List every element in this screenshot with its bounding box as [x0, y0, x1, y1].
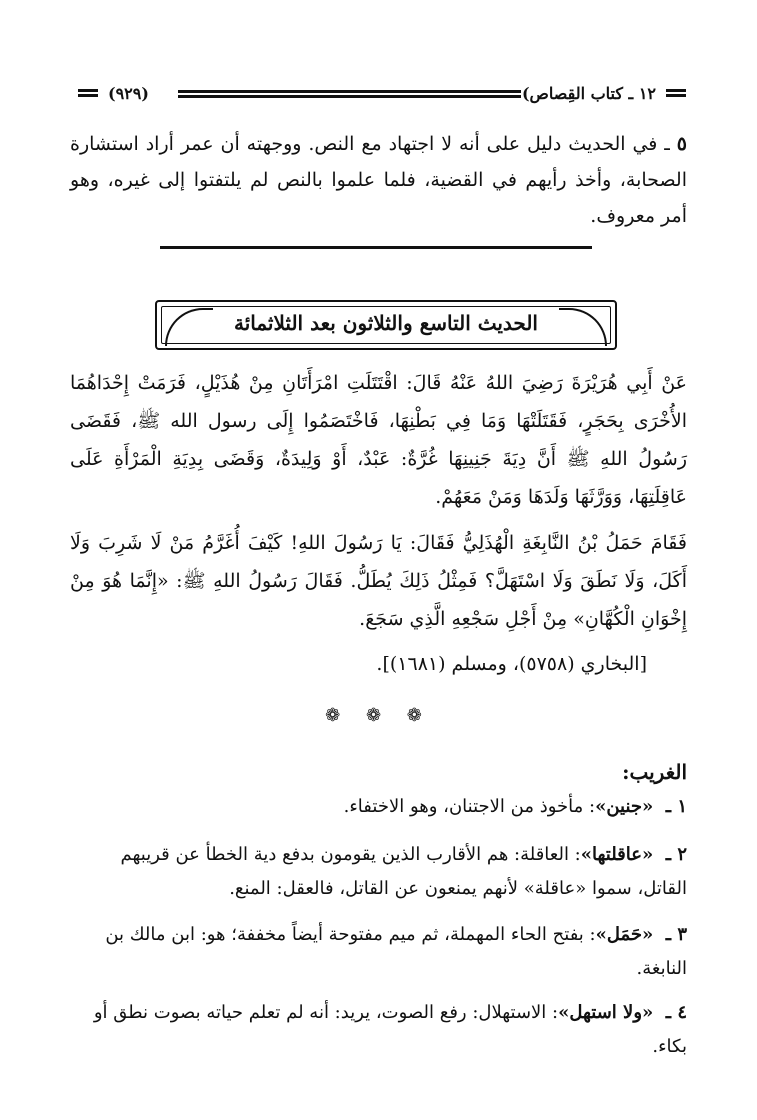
gharib-item-text: : مأخوذ من الاجتنان، وهو الاختفاء. — [343, 796, 596, 817]
gharib-item — [70, 838, 687, 906]
hadith-title: الحديث التاسع والثلاثون بعد الثلاثمائة — [233, 311, 538, 335]
header-ornament-left — [78, 89, 98, 101]
header-ornament-right — [666, 89, 686, 101]
hadith-paragraph-2: فَقَامَ حَمَلُ بْنُ النَّابِغَةِ الْهُذَلِيُّ فَقَالَ: يَا رَسُولَ اللهِ! كَيْفَ أُغَرَّمُ مَنْ لَا شَرِبَ وَلَا أَكَلَ، وَلَا نَطَقَ وَلَا اسْتَهَلَّ؟ فَمِثْلُ ذَلِكَ يُطَلُّ. فَقَالَ رَسُولُ اللهِ ﷺ: «إِنَّمَا هُوَ مِنْ إِخْوَانِ الْكُهَّانِ» مِنْ أَجْلِ سَجْعِهِ الَّذِي سَجَعَ. — [70, 532, 687, 630]
gharib-item-term: «عاقلتها» — [580, 844, 654, 865]
gharib-item-number: ٣ ـ — [665, 924, 687, 945]
hadith-source: [البخاري (٥٧٥٨)، ومسلم (١٦٨١)]. — [376, 653, 647, 675]
gharib-item-number: ١ ـ — [665, 796, 687, 817]
intro-note: ٥ ـ في الحديث دليل على أنه لا اجتهاد مع النص. ووجهته أن عمر أراد استشارة الصحابة، وأخذ رأيهم في القضية، فلما علموا بالنص لم يلتفتوا إلى غيره، وهو أمر معروف. — [70, 133, 688, 227]
gharib-item-text: : بفتح الحاء المهملة، ثم ميم مفتوحة أيضاً مخففة؛ هو: ابن مالك بن النابغة. — [105, 924, 687, 979]
page-number: (٩٢٩) — [108, 84, 149, 103]
gharib-title: الغريب: — [622, 760, 687, 784]
gharib-item — [70, 790, 687, 824]
chapter-title: ١٢ ـ كتاب القِصاص) — [521, 84, 656, 103]
section-divider — [160, 246, 592, 249]
hadith-paragraph-1: عَنْ أَبِي هُرَيْرَةَ رَضِيَ اللهُ عَنْهُ قَالَ: اقْتَتَلَتِ امْرَأَتَانِ مِنْ هُذَيْلٍ، فَرَمَتْ إِحْدَاهُمَا الأُخْرَى بِحَجَرٍ، فَقَتَلَتْهَا وَمَا فِي بَطْنِهَا، فَاخْتَصَمُوا إِلَى رسول الله ﷺ، فَقَضَى رَسُولُ اللهِ ﷺ أَنَّ دِيَةَ جَنِينِهَا غُرَّةٌ: عَبْدٌ، أَوْ وَلِيدَةٌ، وَقَضَى بِدِيَةِ الْمَرْأَةِ عَلَى عَاقِلَتِهَا، وَوَرَّثَهَا وَلَدَهَا وَمَنْ مَعَهُمْ. — [70, 372, 687, 508]
gharib-item-number: ٢ ـ — [665, 844, 687, 865]
intro-note-text: في الحديث دليل على أنه لا اجتهاد مع النص. ووجهته أن عمر أراد استشارة الصحابة، وأخذ رأيهم في القضية، فلما علموا بالنص لم يلتفتوا إلى غيره، وهو أمر معروف. — [70, 133, 687, 227]
gharib-item-number: ٤ ـ — [665, 1002, 687, 1023]
gharib-item — [70, 918, 687, 986]
gharib-item-term: «حَمَل» — [595, 924, 654, 945]
gharib-item-term: «ولا استهل» — [558, 1002, 654, 1023]
hadith-title-box — [155, 300, 617, 350]
header-rule — [178, 90, 521, 100]
gharib-item-text: : العاقلة: هم الأقارب الذين يقومون بدفع دية الخطأ عن قريبهم القاتل، سموا «عاقلة» لأنهم يمنعون عن القاتل، فالعقل: المنع. — [120, 844, 687, 899]
gharib-item-text: : الاستهلال: رفع الصوت، يريد: أنه لم تعلم حياته بصوت نطق أو بكاء. — [93, 1002, 687, 1057]
intro-note-number: ٥ — [676, 133, 688, 155]
ornament-stars: ❁ ❁ ❁ — [325, 705, 432, 726]
page-header — [78, 84, 686, 108]
gharib-item — [70, 996, 687, 1064]
gharib-item-term: «جنين» — [595, 796, 654, 817]
